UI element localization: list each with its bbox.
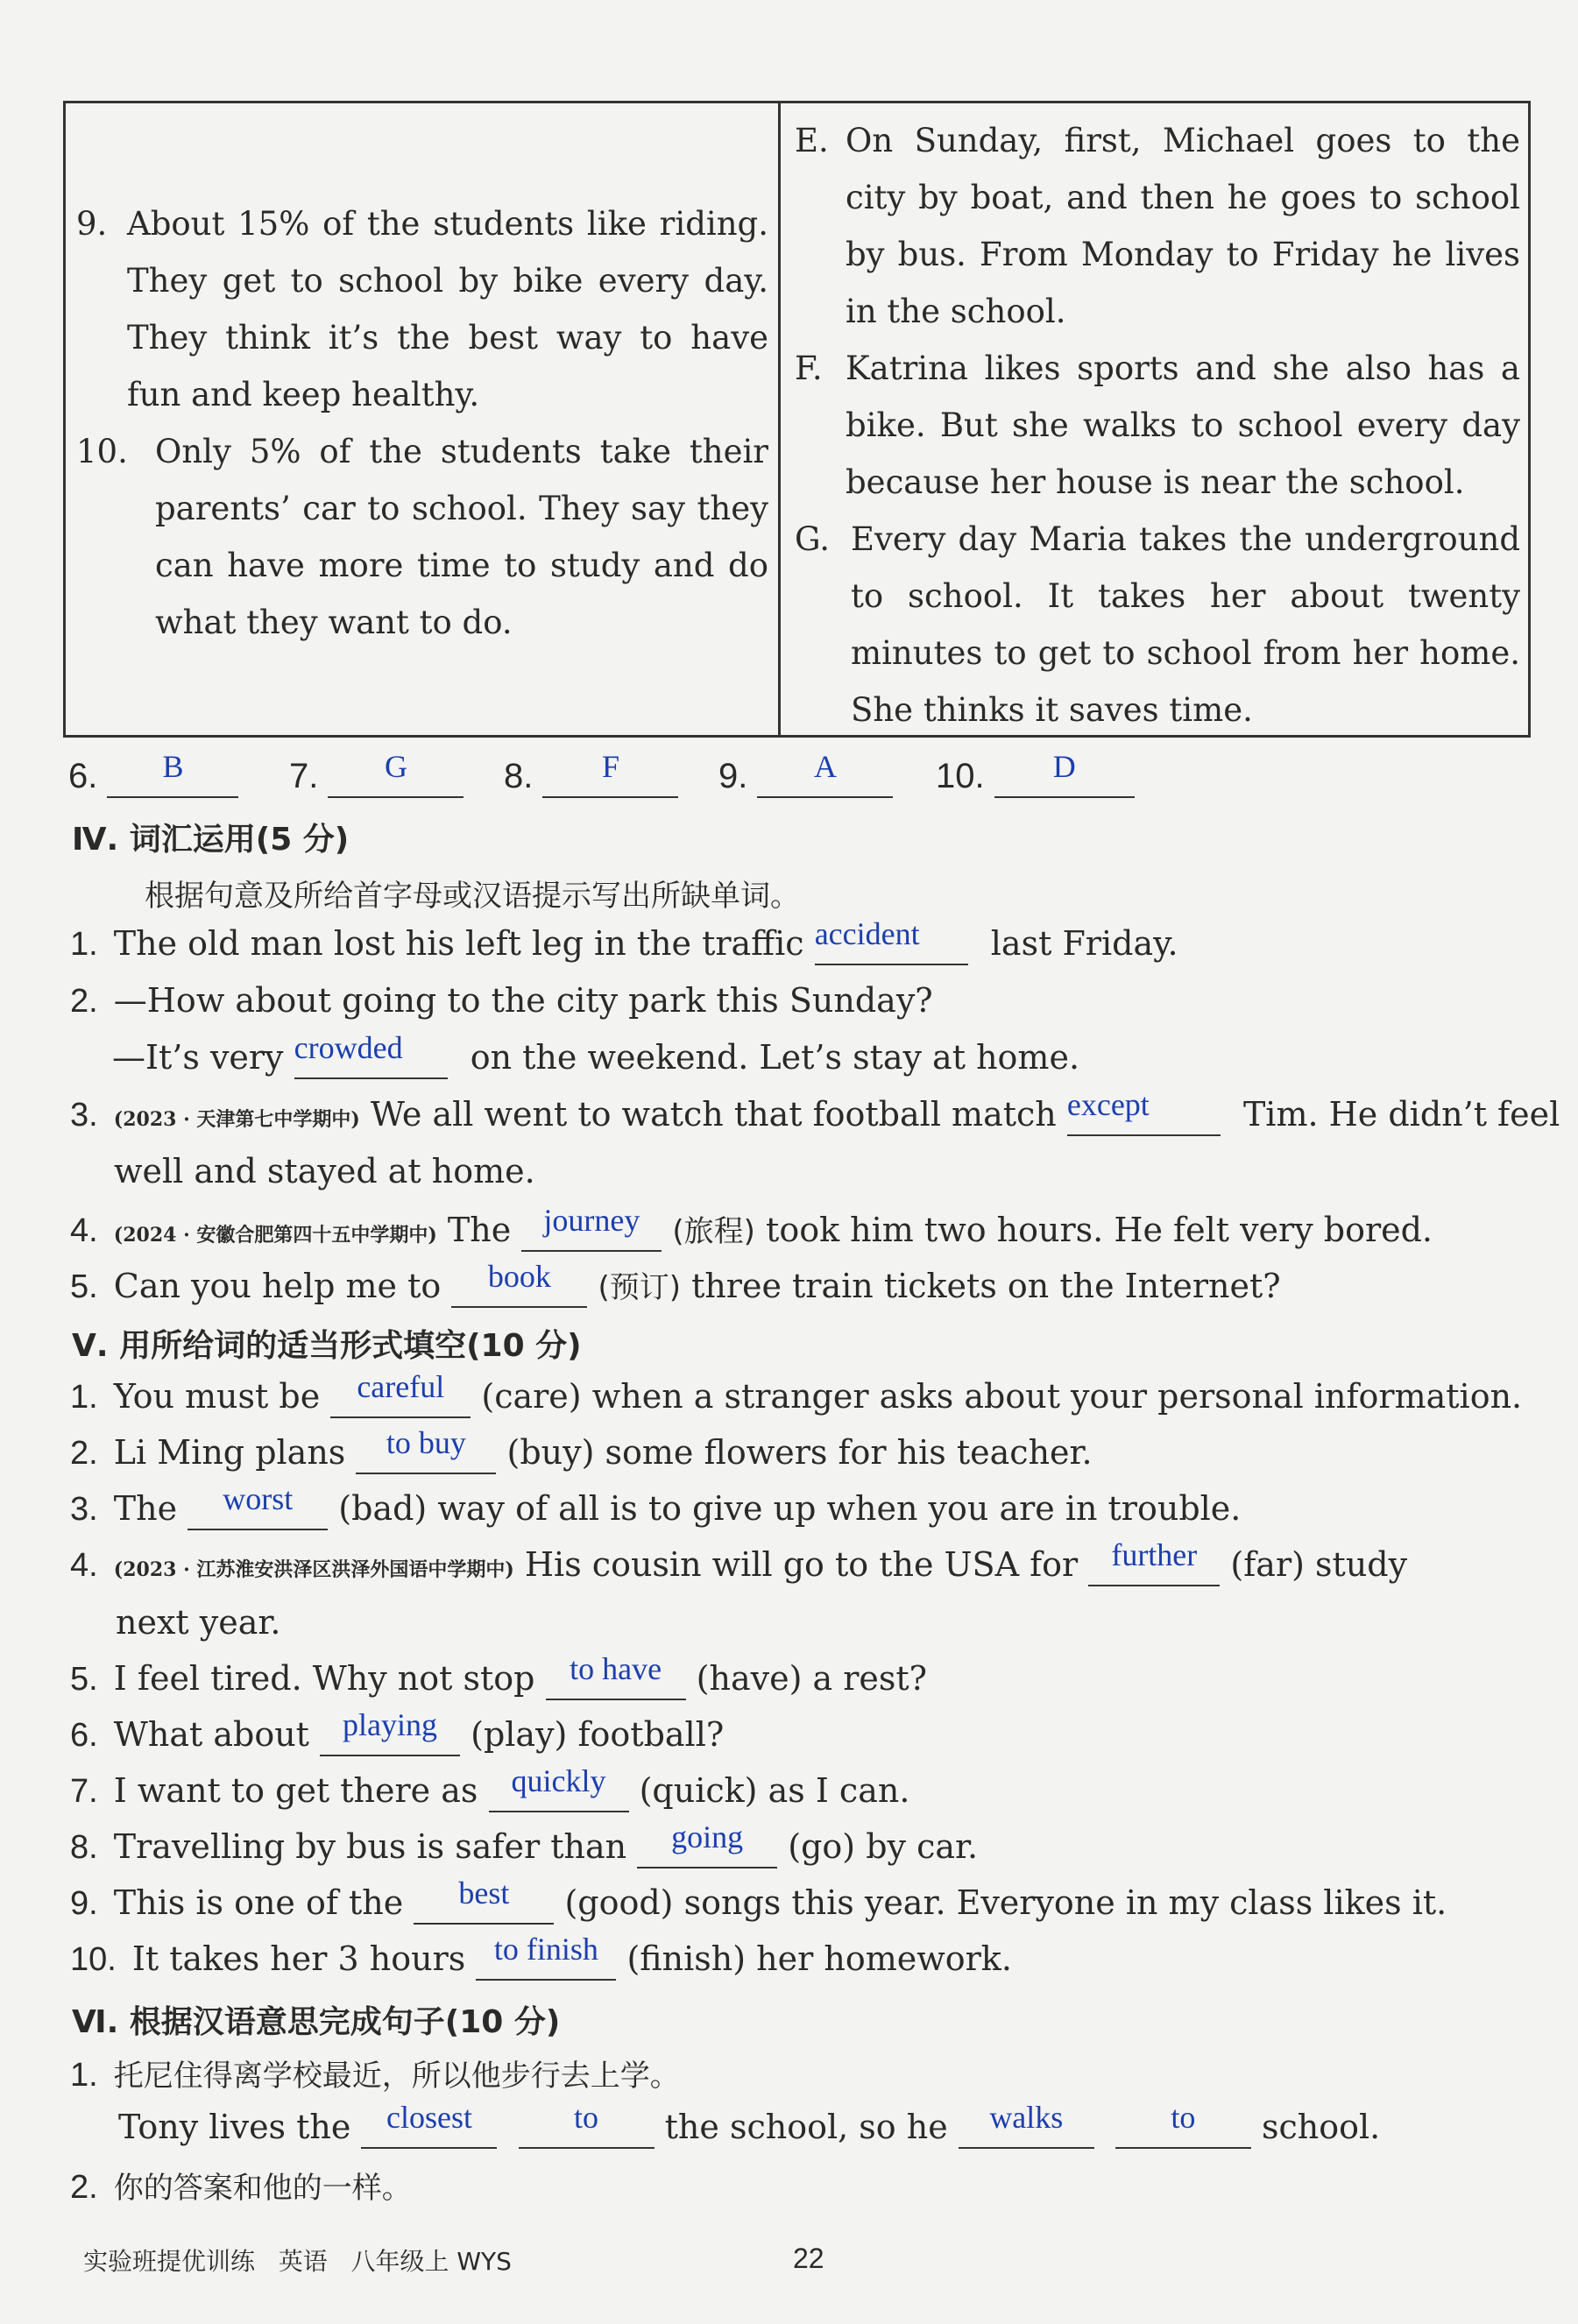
question-text: took him two hours. He felt very bored. (766, 1211, 1433, 1249)
question-number: 4. (70, 1212, 98, 1249)
answer-value: worst (223, 1481, 294, 1516)
question-text: on the weekend. Let’s stay at home. (470, 1038, 1080, 1077)
footer-book-info (83, 2243, 512, 2278)
left-item-9 (76, 195, 768, 423)
item-text: About 15% of the students like riding. They get to school by bike every day. They think it’s the best way to have fun and keep healthy. (127, 205, 768, 413)
item-number: 9. (76, 205, 108, 243)
answer-blank[interactable] (1115, 2100, 1251, 2149)
right-item-g (795, 511, 1520, 738)
s5-question-2 (70, 1425, 1093, 1474)
s4-question-2 (70, 981, 933, 1021)
s5-question-4 (70, 1537, 1408, 1586)
item-letter: F. (795, 350, 823, 387)
question-number: 5. (70, 1268, 98, 1305)
s4-question-1 (70, 916, 1178, 965)
item-text: Only 5% of the students take their parents’ car to school. They say they can have more time to study and do what they want to do. (155, 433, 768, 641)
s4-question-5 (70, 1259, 1281, 1308)
answer-value: xcept (1080, 1087, 1150, 1122)
question-text: We all went to watch that football match (370, 1095, 1057, 1134)
answer-value: to have (570, 1651, 662, 1686)
question-text: —How about going to the city park this Sunday? (113, 981, 933, 1020)
s5-question-8 (70, 1819, 979, 1868)
s5-question-10 (70, 1932, 1012, 1981)
question-number: 5. (70, 1661, 98, 1698)
answer-value: F (601, 749, 619, 784)
answer-blank[interactable] (637, 1819, 777, 1868)
question-number: 1. (70, 1379, 98, 1416)
question-text: the school, so he (664, 2108, 948, 2146)
book-title: 实验班提优训练 (83, 2247, 256, 2276)
answer-number: 6. (68, 757, 98, 795)
answer-8 (504, 749, 678, 798)
answer-blank[interactable] (519, 2100, 655, 2149)
answer-value: playing (343, 1707, 438, 1742)
answer-number: 8. (504, 757, 534, 795)
answer-value: rowded (308, 1030, 403, 1065)
item-letter: G. (795, 520, 830, 558)
question-text: Li Ming plans (113, 1433, 346, 1472)
s5-question-3 (70, 1481, 1242, 1530)
answer-blank[interactable] (294, 1030, 448, 1079)
answer-value: careful (357, 1369, 445, 1404)
initial-letter: c (294, 1030, 308, 1065)
s6-question-1-en (118, 2100, 1381, 2149)
item-letter: E. (795, 122, 829, 159)
question-text: as I can. (768, 1771, 910, 1810)
question-source: (2023 · 江苏淮安洪泽区洪泽外国语中学期中) (113, 1558, 514, 1581)
question-text: Tim. He didn’t feel (1242, 1095, 1560, 1134)
answer-value: walks (989, 2100, 1064, 2135)
page-number: 22 (793, 2243, 824, 2274)
answer-blank[interactable] (1088, 1537, 1220, 1586)
s5-question-4-cont: next year. (116, 1603, 281, 1642)
question-number: 9. (70, 1885, 98, 1922)
section-4-title: Ⅳ. 词汇运用(5 分) (72, 822, 350, 858)
s5-question-9 (70, 1875, 1447, 1925)
answer-blank[interactable] (489, 1763, 629, 1812)
answer-number: 9. (718, 757, 748, 795)
s4-question-4 (70, 1203, 1433, 1252)
question-text: It takes her 3 hours (131, 1939, 466, 1978)
question-number: 7. (70, 1773, 98, 1810)
initial-letter: e (1066, 1087, 1081, 1122)
grade: 八年级上 WYS (350, 2247, 512, 2276)
question-text: Can you help me to (113, 1267, 442, 1305)
answer-value: to (1171, 2100, 1196, 2135)
question-text: when a stranger asks about your personal information. (591, 1377, 1523, 1416)
given-word: (play) (471, 1715, 568, 1754)
question-source: (2023 · 天津第七中学期中) (113, 1108, 360, 1131)
answer-blank[interactable] (1066, 1087, 1221, 1136)
s6-question-2-cn (70, 2164, 412, 2207)
question-text: study (1315, 1545, 1408, 1584)
answer-7 (289, 749, 463, 798)
answer-9 (718, 749, 893, 798)
initial-letter: a (814, 916, 829, 951)
table-divider (778, 103, 781, 735)
question-text: What about (113, 1715, 309, 1754)
given-word: (quick) (639, 1771, 758, 1810)
given-word: (good) (564, 1883, 674, 1922)
right-item-f (795, 340, 1520, 511)
answer-blank[interactable] (361, 2100, 497, 2149)
question-text: This is one of the (113, 1883, 404, 1922)
answer-value: quickly (511, 1763, 606, 1798)
answer-blank[interactable] (814, 916, 968, 965)
question-source: (2024 · 安徽合肥第四十五中学期中) (113, 1224, 437, 1247)
item-text: On Sunday, first, Michael goes to the city by boat, and then he goes to school by bus. From Monday to Friday he lives in the school. (846, 122, 1520, 330)
question-text: songs this year. Everyone in my class likes it. (683, 1883, 1447, 1922)
answer-blank[interactable] (959, 2100, 1094, 2149)
question-text: last Friday. (990, 924, 1178, 963)
question-text: way of all is to give up when you are in trouble. (437, 1489, 1242, 1528)
given-word: (buy) (506, 1433, 595, 1472)
answer-blank[interactable] (994, 749, 1135, 798)
s4-question-2-reply (112, 1030, 1080, 1079)
item-number: 10. (76, 433, 128, 470)
s5-question-5 (70, 1651, 928, 1700)
answer-value: to buy (386, 1425, 466, 1460)
question-text: football? (577, 1715, 725, 1754)
answer-value: to finish (493, 1932, 598, 1967)
question-text: The (447, 1211, 512, 1249)
question-number: 3. (70, 1097, 98, 1134)
question-number: 2. (70, 1435, 98, 1472)
answer-value: going (671, 1819, 744, 1854)
s5-question-6 (70, 1707, 725, 1756)
section-4-instruction: 根据句意及所给首字母或汉语提示写出所缺单词。 (145, 879, 800, 914)
item-text: Every day Maria takes the underground to school. It takes her about twenty minutes to get to school from her home. She thinks it saves time. (851, 520, 1520, 729)
s4-question-3 (70, 1087, 1560, 1136)
answer-6 (68, 749, 238, 798)
answer-blank[interactable] (476, 1932, 616, 1981)
answer-value: G (384, 749, 407, 784)
answer-blank[interactable] (107, 749, 238, 798)
question-text: Travelling by bus is safer than (113, 1827, 627, 1866)
question-number: 1. (70, 2057, 98, 2094)
section-5-title: Ⅴ. 用所给词的适当形式填空(10 分) (72, 1328, 582, 1364)
answer-value: journey (543, 1203, 640, 1238)
chinese-sentence: 托尼住得离学校最近，所以他步行去上学。 (113, 2059, 680, 2094)
question-number: 3. (70, 1491, 98, 1528)
question-text: some flowers for his teacher. (605, 1433, 1093, 1472)
given-word: (far) (1230, 1545, 1305, 1584)
given-word: (care) (481, 1377, 582, 1416)
answer-blank[interactable] (320, 1707, 460, 1756)
answer-blank[interactable] (188, 1481, 328, 1530)
question-text: by car. (866, 1827, 979, 1866)
subject: 英语 (278, 2247, 328, 2276)
question-number: 1. (70, 926, 98, 963)
answer-value: D (1052, 749, 1076, 784)
question-number: 10. (70, 1941, 117, 1978)
question-text: school. (1262, 2108, 1381, 2146)
chinese-sentence: 你的答案和他的一样。 (113, 2171, 412, 2206)
answer-number: 10. (936, 757, 985, 795)
answer-number: 7. (289, 757, 319, 795)
section-6-title: Ⅵ. 根据汉语意思完成句子(10 分) (72, 2004, 561, 2040)
s5-question-7 (70, 1763, 910, 1812)
answer-value: book (487, 1259, 551, 1294)
answer-value: A (813, 749, 837, 784)
question-number: 8. (70, 1829, 98, 1866)
s6-question-1-cn (70, 2052, 680, 2094)
given-word: (finish) (626, 1939, 747, 1978)
question-text: I want to get there as (113, 1771, 478, 1810)
answer-blank[interactable] (414, 1875, 554, 1925)
answer-blank[interactable] (542, 749, 678, 798)
question-text: three train tickets on the Internet? (691, 1267, 1281, 1305)
given-word: (have) (696, 1659, 803, 1698)
answer-blank[interactable] (356, 1425, 496, 1474)
question-text: His cousin will go to the USA for (524, 1545, 1079, 1584)
answer-value: ccident (828, 916, 920, 951)
s4-question-3-cont: well and stayed at home. (114, 1152, 535, 1190)
question-number: 2. (70, 2169, 98, 2206)
question-text: The (113, 1489, 178, 1528)
question-number: 4. (70, 1547, 98, 1584)
answer-value: B (162, 749, 184, 784)
question-number: 2. (70, 983, 98, 1020)
answer-value: to (574, 2100, 599, 2135)
answer-blank[interactable] (330, 1369, 471, 1418)
question-text: —It’s very (112, 1038, 284, 1077)
right-column (795, 112, 1520, 738)
answer-blank[interactable] (757, 749, 893, 798)
question-text: a rest? (812, 1659, 928, 1698)
question-text: I feel tired. Why not stop (113, 1659, 535, 1698)
s5-question-1 (70, 1369, 1523, 1418)
answer-value: closest (386, 2100, 472, 2135)
given-word: (bad) (338, 1489, 428, 1528)
answer-blank[interactable] (546, 1651, 686, 1700)
chinese-hint: (旅程) (672, 1214, 755, 1249)
question-text: her homework. (756, 1939, 1012, 1978)
matching-table (63, 101, 1531, 738)
answer-value: best (458, 1875, 510, 1911)
left-column (76, 195, 768, 651)
question-text: Tony lives the (118, 2108, 351, 2146)
left-item-10 (76, 423, 768, 651)
answer-blank[interactable] (328, 749, 463, 798)
answer-blank[interactable] (451, 1259, 587, 1308)
item-text: Katrina likes sports and she also has a bike. But she walks to school every day because her house is near the school. (846, 350, 1520, 501)
question-text: The old man lost his left leg in the traffic (113, 924, 804, 963)
question-text: You must be (113, 1377, 321, 1416)
answer-10 (936, 749, 1135, 798)
right-item-e (795, 112, 1520, 340)
question-number: 6. (70, 1717, 98, 1754)
chinese-hint: (预订) (598, 1270, 681, 1305)
given-word: (go) (788, 1827, 856, 1866)
answer-blank[interactable] (521, 1203, 662, 1252)
answer-value: further (1111, 1537, 1198, 1572)
